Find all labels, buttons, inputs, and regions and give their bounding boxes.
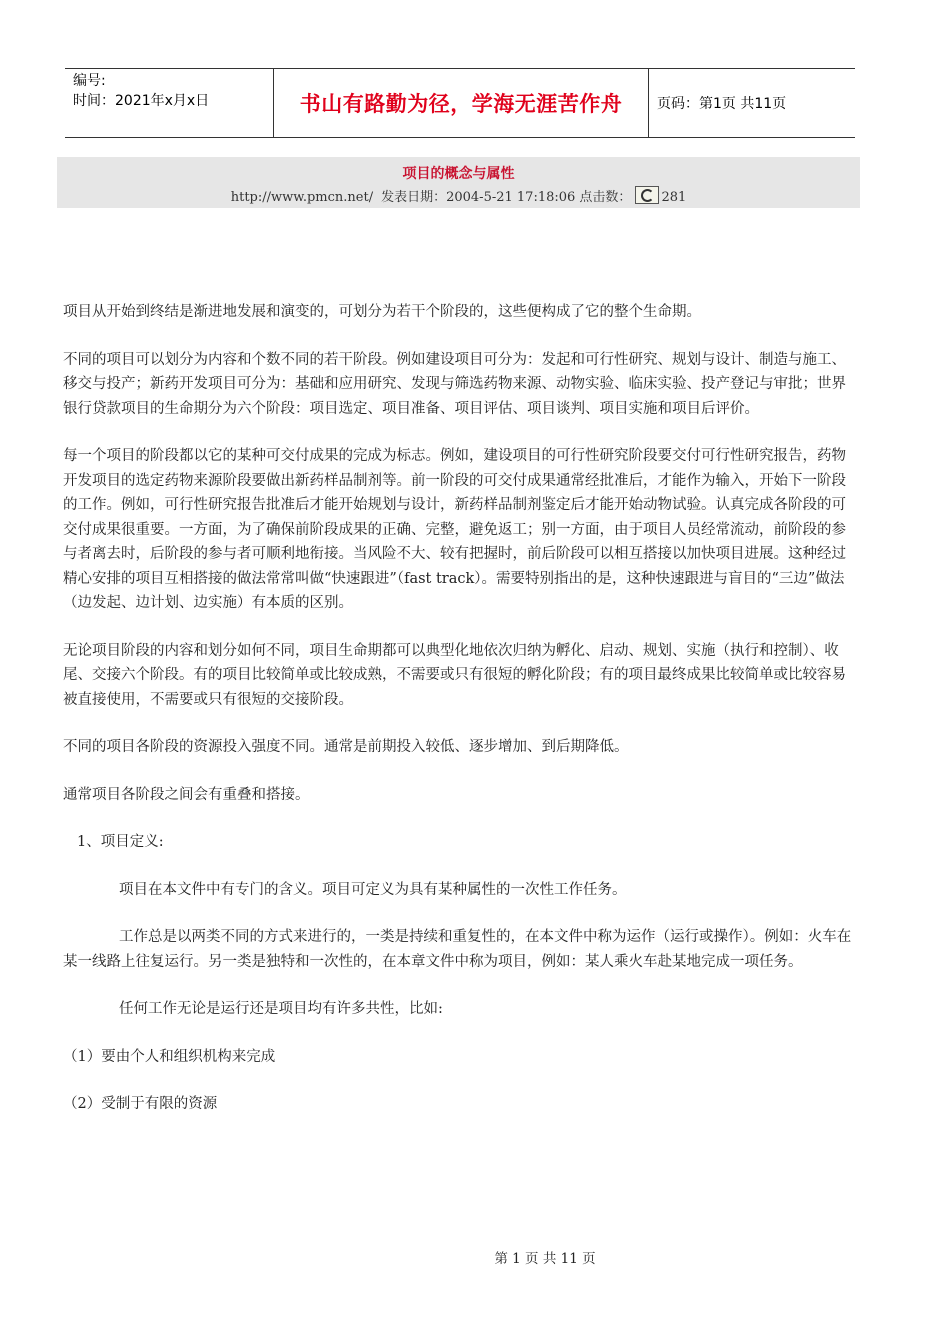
paragraph: 任何工作无论是运行还是项目均有许多共性，比如: bbox=[119, 1001, 443, 1017]
article-title: 项目的概念与属性 bbox=[402, 166, 515, 182]
page-footer: 第 1 页 共 11 页 bbox=[494, 1251, 596, 1267]
list-item: （1）要由个人和组织机构来完成 bbox=[63, 1048, 276, 1065]
hit-count: 281 bbox=[661, 190, 687, 205]
paragraph: 不同的项目可以划分为内容和个数不同的若干阶段。例如建设项目可分为：发起和可行性研究、规划与设计、制造与施工、移交与投产；新药开发项目可分为：基础和应用研究、发现与筛选药物来源、动物实验、临床实验、投产登记与审批；世界银行贷款项目的生命期分为六个阶段：项目选定、项目准备、项目评估、项目谈判、项目实施和项目后评价。 bbox=[63, 351, 846, 417]
article-meta bbox=[57, 186, 860, 205]
section-heading: 1、项目定义: bbox=[77, 834, 164, 850]
article-title-band bbox=[57, 157, 860, 208]
page-label: 页码：第1页 共11页 bbox=[657, 96, 787, 112]
list-item: （2）受制于有限的资源 bbox=[63, 1096, 218, 1112]
source-link[interactable]: http://www.pmcn.net/ bbox=[230, 190, 374, 205]
paragraph: 项目在本文件中有专门的含义。项目可定义为具有某种属性的一次性工作任务。 bbox=[119, 881, 627, 898]
article-body bbox=[63, 300, 853, 1117]
number-label: 编号: bbox=[73, 73, 106, 89]
publish-info: 发表日期：2004-5-21 17:18:06 点击数： bbox=[381, 190, 632, 205]
hit-counter-icon bbox=[635, 186, 659, 204]
motto: 书山有路勤为径，学海无涯苦作舟 bbox=[274, 69, 649, 137]
paragraph: 通常项目各阶段之间会有重叠和搭接。 bbox=[63, 786, 310, 803]
header-info-cell bbox=[65, 69, 274, 137]
paragraph: 每一个项目的阶段都以它的某种可交付成果的完成为标志。例如，建设项目的可行性研究阶段要交付可行性研究报告，药物开发项目的选定药物来源阶段要做出新药样品制剂等。前一阶段的可交付成果通常经批准后，才能作为输入，开始下一阶段的工作。例如，可行性研究报告批准后才能开始规划与设计，新药样品制剂鉴定后才能开始动物试验。认真完成各阶段的可交付成果很重要。一方面，为了确保前阶段成果的正确、完整，避免返工；别一方面，由于项目人员经常流动，前阶段的参与者离去时，后阶段的参与者可顺利地衔接。当风险不大、较有把握时，前后阶段可以相互搭接以加快项目进展。这种经过精心安排的项目互相搭接的做法常常叫做“快速跟进”（fast track）。需要特别指出的是，这种快速跟进与盲目的“三边”做法（边发起、边计划、边实施）有本质的区别。 bbox=[63, 448, 846, 611]
time-label: 时间：2021年x月x日 bbox=[73, 93, 210, 109]
paragraph bbox=[63, 925, 853, 974]
document-header bbox=[65, 68, 855, 138]
paragraph-text: 工作总是以两类不同的方式来进行的，一类是持续和重复性的，在本文件中称为运作（运行或操作）。例如：火车在某一线路上往复运行。另一类是独特和一次性的，在本章文件中称为项目，例如：某人乘火车赴某地完成一项任务。 bbox=[63, 929, 852, 970]
paragraph: 无论项目阶段的内容和划分如何不同，项目生命期都可以典型化地依次归纳为孵化、启动、规划、实施（执行和控制）、收尾、交接六个阶段。有的项目比较简单或比较成熟，不需要或只有很短的孵化阶段；有的项目最终成果比较简单或比较容易被直接使用，不需要或只有很短的交接阶段。 bbox=[63, 642, 846, 708]
paragraph: 项目从开始到终结是渐进地发展和演变的，可划分为若干个阶段的，这些便构成了它的整个生命期。 bbox=[63, 304, 701, 320]
paragraph: 不同的项目各阶段的资源投入强度不同。通常是前期投入较低、逐步增加、到后期降低。 bbox=[63, 739, 629, 755]
